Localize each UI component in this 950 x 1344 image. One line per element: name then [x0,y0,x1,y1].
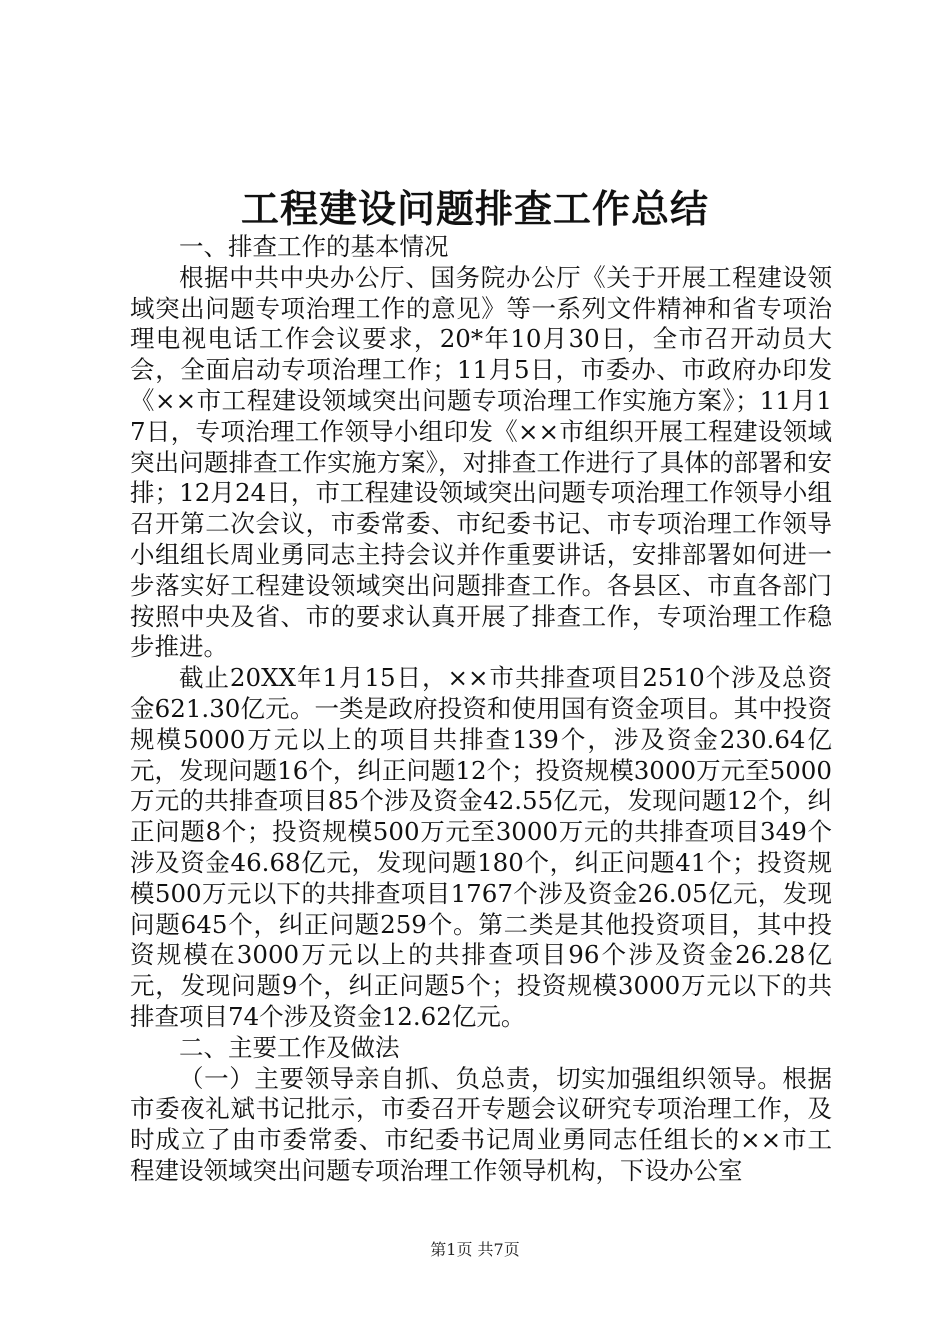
section-heading-2: 二、主要工作及做法 [179,1032,400,1062]
document-title: 工程建设问题排查工作总结 [240,186,709,231]
paragraph-statistics: 截止20XX年1月15日，××市共排查项目2510个涉及总资金621.30亿元。一类是政府投资和使用国有资金项目。其中投资规模5000万元以上的项目共排查139个，涉及资金230.64亿元，发现问题16个，纠正问题12个；投资规模3000万元至5000万元的共排查项目85个涉及资金42.55亿元，发现问题12个，纠正问题8个；投资规模500万元至3000万元的共排查项目349个涉及资金46.68亿元，发现问题180个，纠正问题41个；投资规模500万元以下的共排查项目1767个涉及资金26.05亿元，发现问题645个，纠正问题259个。第二类是其他投资项目，其中投资规模在3000万元以上的共排查项目96个涉及资金26.28亿元，发现问题9个，纠正问题5个；投资规模3000万元以下的共排查项目74个涉及资金12.62亿元。 [130,663,832,1031]
paragraph-background: 根据中共中央办公厅、国务院办公厅《关于开展工程建设领域突出问题专项治理工作的意见》等一系列文件精神和省专项治理电视电话工作会议要求，20*年10月30日，全市召开动员大会，全面启动专项治理工作；11月5日，市委办、市政府办印发《××市工程建设领域突出问题专项治理工作实施方案》；11月17日，专项治理工作领导小组印发《××市组织开展工程建设领域突出问题排查工作实施方案》，对排查工作进行了具体的部署和安排；12月24日，市工程建设领域突出问题专项治理工作领导小组召开第二次会议，市委常委、市纪委书记、市专项治理工作领导小组组长周业勇同志主持会议并作重要讲话，安排部署如何进一步落实好工程建设领域突出问题排查工作。各县区、市直各部门按照中央及省、市的要求认真开展了排查工作，专项治理工作稳步推进。 [130,262,832,662]
page-number-footer: 第1页 共7页 [430,1240,520,1259]
document-body [130,232,832,1187]
section-heading-1: 一、排查工作的基本情况 [179,232,449,261]
paragraph-leadership: （一）主要领导亲自抓、负总责，切实加强组织领导。根据市委夜礼斌书记批示，市委召开专题会议研究专项治理工作，及时成立了由市委常委、市纪委书记周业勇同志任组长的××市工程建设领域突出问题专项治理工作领导机构，下设办公室 [130,1063,832,1185]
